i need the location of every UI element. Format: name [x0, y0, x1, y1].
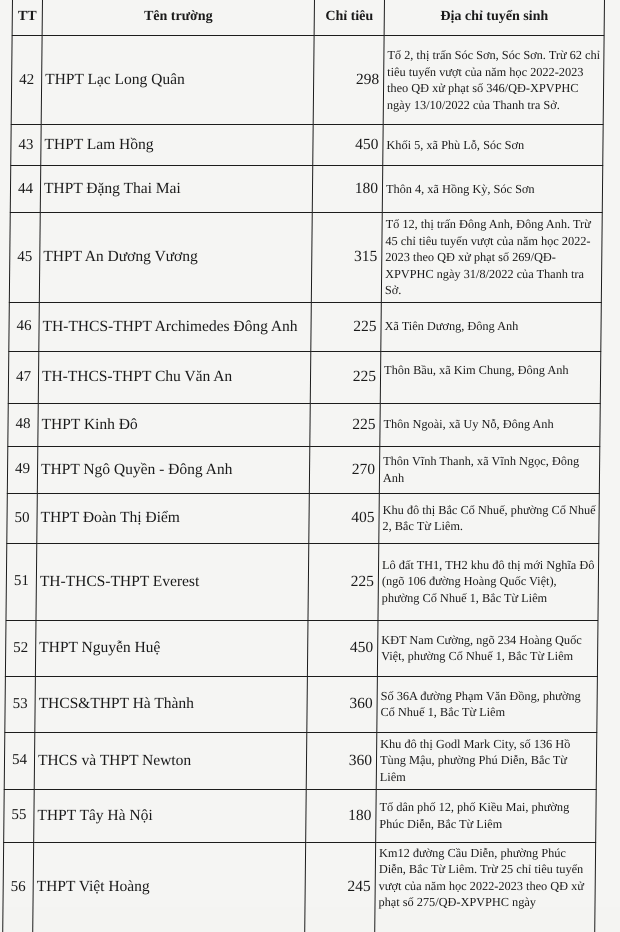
table-row — [10, 166, 602, 213]
row-quota: 298 — [313, 36, 384, 125]
table-row — [11, 36, 604, 125]
row-address: Khối 5, xã Phù Lỗ, Sóc Sơn — [383, 125, 603, 166]
header-quota: Chỉ tiêu — [314, 0, 384, 36]
table-row — [11, 125, 603, 166]
row-address: Thôn Vĩnh Thanh, xã Vĩnh Ngọc, Đông Anh — [379, 446, 599, 493]
header-tt: TT — [12, 0, 42, 36]
row-quota: 225 — [311, 302, 382, 351]
row-quota: 245 — [305, 842, 376, 932]
row-address: Lô đất TH1, TH2 khu đô thị mới Nghĩa Đô (ngõ 106 đường Hoàng Quốc Việt), phường Cổ Nhuế 1, Bắc Từ Liêm — [378, 543, 599, 620]
table-row — [9, 213, 602, 303]
row-tt: 54 — [4, 732, 35, 789]
row-tt: 50 — [7, 493, 38, 543]
row-tt: 44 — [10, 166, 40, 213]
row-school-name: THPT Nguyễn Huệ — [35, 620, 308, 676]
row-school-name: THPT Kinh Đô — [38, 403, 310, 446]
table-row — [4, 732, 597, 789]
row-quota: 405 — [309, 493, 380, 543]
row-quota: 225 — [308, 543, 379, 620]
row-tt: 43 — [11, 125, 41, 166]
header-school-name: Tên trường — [42, 0, 314, 36]
row-tt: 48 — [8, 403, 38, 446]
table-header-row — [12, 0, 604, 36]
row-school-name: THPT Việt Hoàng — [33, 842, 306, 932]
row-tt: 52 — [5, 620, 36, 676]
row-school-name: THPT Đặng Thai Mai — [40, 166, 312, 213]
row-address: Khu đô thị Godl Mark City, số 136 Hồ Tùng Mậu, phường Phú Diễn, Bắc Từ Liêm — [376, 732, 597, 789]
row-tt: 49 — [7, 446, 37, 493]
row-tt: 51 — [6, 543, 37, 620]
row-quota: 225 — [310, 403, 380, 446]
row-school-name: THPT Ngô Quyền - Đông Anh — [37, 446, 309, 493]
row-address: KĐT Nam Cường, ngõ 234 Hoàng Quốc Việt, phường Cổ Nhuế 1, Bắc Từ Liêm — [377, 620, 598, 676]
row-tt: 53 — [5, 676, 36, 732]
row-school-name: TH-THCS-THPT Archimedes Đông Anh — [39, 302, 312, 351]
row-quota: 360 — [307, 676, 378, 732]
row-school-name: THPT Tây Hà Nội — [34, 789, 307, 842]
row-tt: 47 — [8, 351, 39, 403]
row-address: Thôn 4, xã Hồng Kỳ, Sóc Sơn — [382, 166, 602, 213]
table-row — [8, 403, 600, 446]
row-tt: 42 — [11, 36, 42, 125]
table-row — [6, 543, 599, 620]
table-row — [8, 351, 601, 403]
row-quota: 315 — [311, 213, 382, 303]
row-school-name: THPT Lam Hồng — [41, 125, 313, 166]
table-row — [3, 842, 596, 932]
row-address: Thôn Bầu, xã Kim Chung, Đông Anh — [380, 351, 601, 403]
row-school-name: THCS và THPT Newton — [34, 732, 307, 789]
row-address: Tổ 12, thị trấn Đông Anh, Đông Anh. Trừ 45 chỉ tiêu tuyển vượt của năm học 2022-2023 theo QĐ xử phạt số 269/QĐ-XPVPHC ngày 31/8/2022 của Thanh tra Sở. — [381, 213, 602, 303]
row-address: Thôn Ngoài, xã Uy Nỗ, Đông Anh — [380, 403, 600, 446]
table-row — [5, 620, 598, 676]
header-address: Địa chỉ tuyển sinh — [384, 0, 604, 36]
row-address: Khu đô thị Bắc Cổ Nhuế, phường Cổ Nhuế 2, Bắc Từ Liêm. — [379, 493, 600, 543]
school-quota-table — [2, 0, 605, 932]
row-tt: 56 — [3, 842, 34, 932]
row-tt: 46 — [9, 302, 40, 351]
table-row — [7, 446, 599, 493]
row-school-name: TH-THCS-THPT Everest — [36, 543, 309, 620]
row-school-name: THPT An Dương Vương — [39, 213, 312, 303]
table-row — [5, 676, 598, 732]
table-row — [4, 789, 597, 842]
row-quota: 225 — [310, 351, 381, 403]
row-quota: 270 — [309, 446, 379, 493]
row-school-name: THPT Đoàn Thị Điểm — [37, 493, 310, 543]
row-address: Km12 đường Cầu Diễn, phường Phúc Diễn, Bắc Từ Liêm. Trừ 25 chỉ tiêu tuyển vượt của năm học 2022-2023 theo QĐ xử phạt số 275/QĐ-XPVPHC ngày — [375, 842, 596, 932]
row-quota: 180 — [306, 789, 377, 842]
row-school-name: THPT Lạc Long Quân — [41, 36, 314, 125]
row-quota: 450 — [313, 125, 383, 166]
table-row — [9, 302, 602, 351]
row-address: Số 36A đường Phạm Văn Đồng, phường Cổ Nhuế 1, Bắc Từ Liêm — [377, 676, 598, 732]
row-tt: 45 — [9, 213, 40, 303]
row-quota: 360 — [306, 732, 377, 789]
row-address: Tổ dân phố 12, phố Kiều Mai, phường Phúc Diễn, Bắc Từ Liêm — [376, 789, 597, 842]
row-tt: 55 — [4, 789, 35, 842]
row-address: Xã Tiên Dương, Đông Anh — [381, 302, 602, 351]
row-school-name: TH-THCS-THPT Chu Văn An — [38, 351, 311, 403]
row-quota: 180 — [312, 166, 382, 213]
row-address: Tổ 2, thị trấn Sóc Sơn, Sóc Sơn. Trừ 62 chỉ tiêu tuyển vượt của năm học 2022-2023 theo QĐ xử phạt số 346/QĐ-XPVPHC ngày 13/10/2022 của Thanh tra Sở. — [383, 36, 604, 125]
table-row — [7, 493, 600, 543]
row-quota: 450 — [307, 620, 378, 676]
row-school-name: THCS&THPT Hà Thành — [35, 676, 308, 732]
